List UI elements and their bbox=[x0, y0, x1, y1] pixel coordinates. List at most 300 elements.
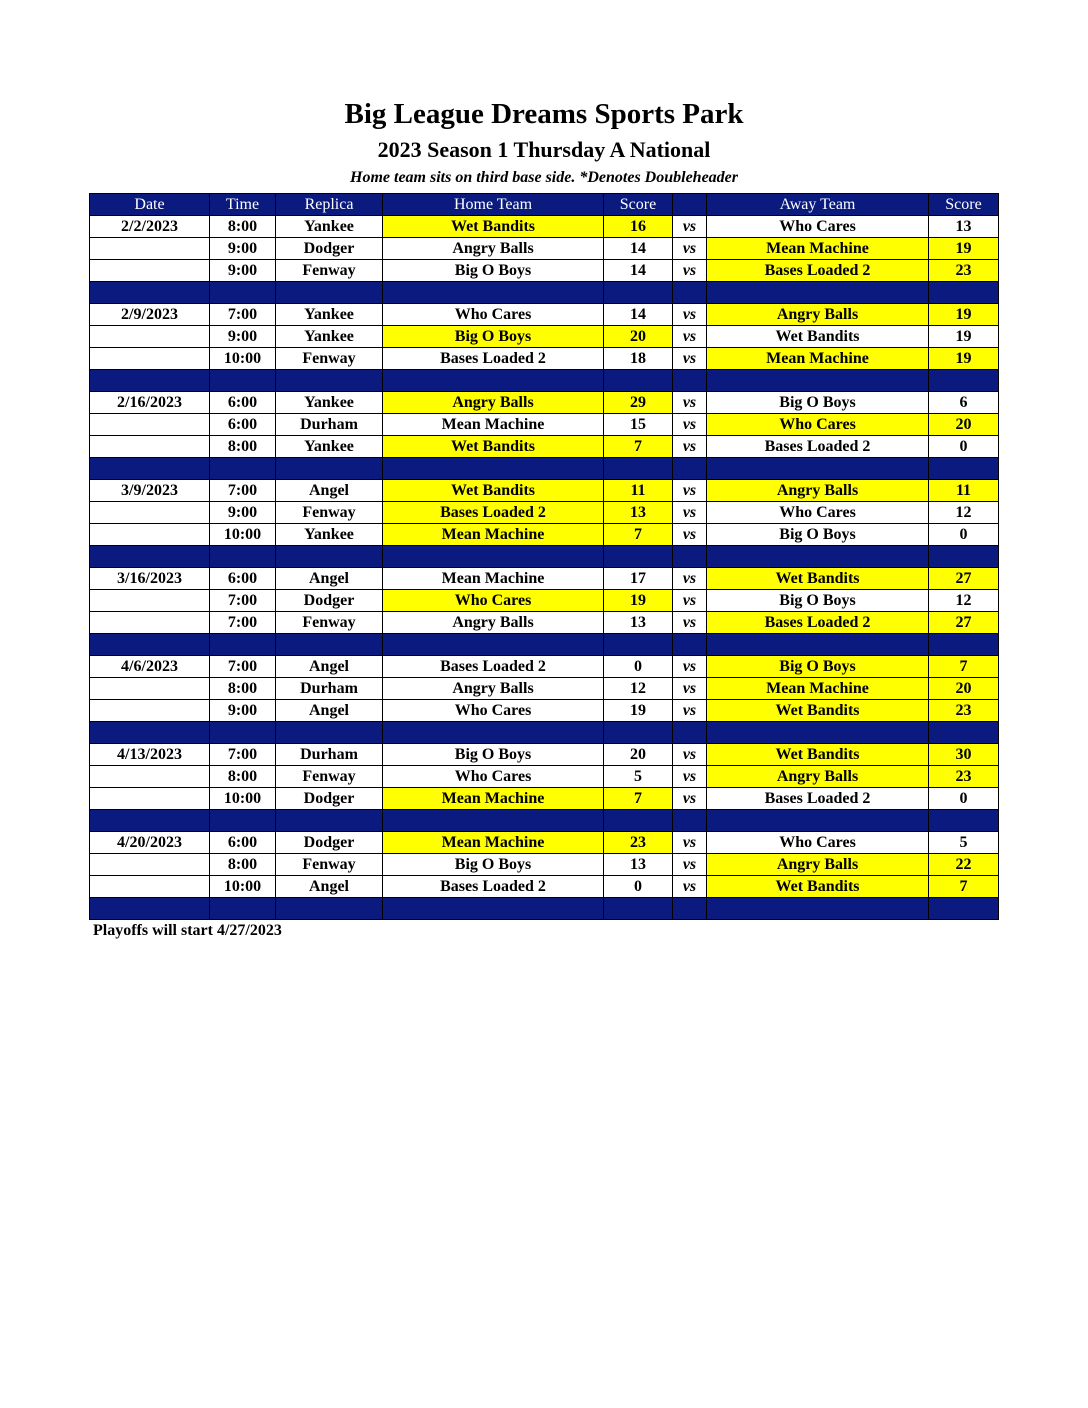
home-score: 13 bbox=[604, 612, 673, 634]
separator-cell bbox=[210, 634, 276, 656]
game-replica: Dodger bbox=[276, 788, 383, 810]
week-separator bbox=[90, 634, 999, 656]
game-time: 10:00 bbox=[210, 524, 276, 546]
game-date bbox=[90, 414, 210, 436]
game-time: 9:00 bbox=[210, 238, 276, 260]
game-date bbox=[90, 260, 210, 282]
away-score: 7 bbox=[929, 656, 999, 678]
game-replica: Durham bbox=[276, 414, 383, 436]
game-row bbox=[90, 260, 999, 282]
game-replica: Fenway bbox=[276, 854, 383, 876]
separator-cell bbox=[90, 722, 210, 744]
game-replica: Angel bbox=[276, 700, 383, 722]
home-team: Angry Balls bbox=[383, 392, 604, 414]
game-row bbox=[90, 744, 999, 766]
separator-cell bbox=[604, 810, 673, 832]
game-time: 7:00 bbox=[210, 744, 276, 766]
game-date: 2/9/2023 bbox=[90, 304, 210, 326]
separator-cell bbox=[604, 898, 673, 920]
home-score: 12 bbox=[604, 678, 673, 700]
home-team: Mean Machine bbox=[383, 568, 604, 590]
week-separator bbox=[90, 898, 999, 920]
separator-cell bbox=[383, 898, 604, 920]
home-team: Bases Loaded 2 bbox=[383, 656, 604, 678]
away-team: Angry Balls bbox=[707, 766, 929, 788]
game-row bbox=[90, 700, 999, 722]
game-row bbox=[90, 436, 999, 458]
away-team: Who Cares bbox=[707, 502, 929, 524]
game-replica: Dodger bbox=[276, 832, 383, 854]
home-score: 16 bbox=[604, 216, 673, 238]
away-team: Wet Bandits bbox=[707, 326, 929, 348]
header-time: Time bbox=[210, 194, 276, 216]
away-team: Bases Loaded 2 bbox=[707, 436, 929, 458]
separator-cell bbox=[210, 722, 276, 744]
header-date: Date bbox=[90, 194, 210, 216]
playoffs-note: Playoffs will start 4/27/2023 bbox=[93, 922, 282, 939]
separator-cell bbox=[707, 634, 929, 656]
game-date bbox=[90, 678, 210, 700]
vs-label: vs bbox=[673, 260, 707, 282]
separator-cell bbox=[276, 282, 383, 304]
game-time: 6:00 bbox=[210, 392, 276, 414]
away-score: 0 bbox=[929, 788, 999, 810]
game-date: 2/16/2023 bbox=[90, 392, 210, 414]
game-time: 6:00 bbox=[210, 568, 276, 590]
home-score: 15 bbox=[604, 414, 673, 436]
game-date: 4/20/2023 bbox=[90, 832, 210, 854]
separator-cell bbox=[673, 282, 707, 304]
game-time: 7:00 bbox=[210, 612, 276, 634]
away-team: Big O Boys bbox=[707, 524, 929, 546]
separator-cell bbox=[673, 810, 707, 832]
page-title: Big League Dreams Sports Park bbox=[344, 98, 744, 130]
header-home-team: Home Team bbox=[383, 194, 604, 216]
vs-label: vs bbox=[673, 766, 707, 788]
home-score: 20 bbox=[604, 744, 673, 766]
home-team: Mean Machine bbox=[383, 788, 604, 810]
separator-cell bbox=[276, 458, 383, 480]
home-score: 14 bbox=[604, 304, 673, 326]
separator-cell bbox=[90, 810, 210, 832]
away-team: Big O Boys bbox=[707, 656, 929, 678]
home-score: 11 bbox=[604, 480, 673, 502]
away-score: 30 bbox=[929, 744, 999, 766]
separator-cell bbox=[383, 282, 604, 304]
game-replica: Yankee bbox=[276, 216, 383, 238]
separator-cell bbox=[210, 546, 276, 568]
away-team: Mean Machine bbox=[707, 678, 929, 700]
home-team: Who Cares bbox=[383, 766, 604, 788]
game-date bbox=[90, 788, 210, 810]
game-time: 10:00 bbox=[210, 788, 276, 810]
game-row bbox=[90, 678, 999, 700]
home-score: 29 bbox=[604, 392, 673, 414]
separator-cell bbox=[929, 458, 999, 480]
vs-label: vs bbox=[673, 392, 707, 414]
home-team: Mean Machine bbox=[383, 524, 604, 546]
game-row bbox=[90, 524, 999, 546]
away-team: Wet Bandits bbox=[707, 568, 929, 590]
away-score: 7 bbox=[929, 876, 999, 898]
vs-label: vs bbox=[673, 590, 707, 612]
game-replica: Angel bbox=[276, 568, 383, 590]
away-team: Wet Bandits bbox=[707, 744, 929, 766]
vs-label: vs bbox=[673, 568, 707, 590]
vs-label: vs bbox=[673, 788, 707, 810]
separator-cell bbox=[210, 282, 276, 304]
game-row bbox=[90, 326, 999, 348]
away-team: Wet Bandits bbox=[707, 876, 929, 898]
game-date bbox=[90, 876, 210, 898]
game-time: 9:00 bbox=[210, 700, 276, 722]
separator-cell bbox=[929, 370, 999, 392]
game-replica: Angel bbox=[276, 480, 383, 502]
separator-cell bbox=[276, 810, 383, 832]
away-team: Wet Bandits bbox=[707, 700, 929, 722]
away-score: 19 bbox=[929, 304, 999, 326]
separator-cell bbox=[604, 634, 673, 656]
game-date: 3/9/2023 bbox=[90, 480, 210, 502]
home-team: Bases Loaded 2 bbox=[383, 348, 604, 370]
game-time: 7:00 bbox=[210, 590, 276, 612]
away-team: Who Cares bbox=[707, 832, 929, 854]
home-team: Angry Balls bbox=[383, 238, 604, 260]
game-date bbox=[90, 502, 210, 524]
separator-cell bbox=[707, 282, 929, 304]
game-time: 7:00 bbox=[210, 656, 276, 678]
away-score: 20 bbox=[929, 414, 999, 436]
game-date bbox=[90, 326, 210, 348]
game-row bbox=[90, 612, 999, 634]
vs-label: vs bbox=[673, 700, 707, 722]
game-time: 8:00 bbox=[210, 216, 276, 238]
home-team: Big O Boys bbox=[383, 854, 604, 876]
away-score: 6 bbox=[929, 392, 999, 414]
away-score: 23 bbox=[929, 766, 999, 788]
game-time: 6:00 bbox=[210, 414, 276, 436]
home-score: 5 bbox=[604, 766, 673, 788]
game-replica: Durham bbox=[276, 744, 383, 766]
separator-cell bbox=[707, 810, 929, 832]
home-score: 23 bbox=[604, 832, 673, 854]
home-team: Bases Loaded 2 bbox=[383, 876, 604, 898]
game-replica: Angel bbox=[276, 656, 383, 678]
week-separator bbox=[90, 282, 999, 304]
home-team: Angry Balls bbox=[383, 678, 604, 700]
away-team: Big O Boys bbox=[707, 590, 929, 612]
vs-label: vs bbox=[673, 854, 707, 876]
schedule-note: Home team sits on third base side. *Denotes Doubleheader bbox=[350, 169, 738, 186]
separator-cell bbox=[90, 546, 210, 568]
separator-cell bbox=[604, 546, 673, 568]
separator-cell bbox=[276, 370, 383, 392]
vs-label: vs bbox=[673, 744, 707, 766]
vs-label: vs bbox=[673, 832, 707, 854]
away-team: Who Cares bbox=[707, 216, 929, 238]
week-separator bbox=[90, 810, 999, 832]
home-score: 19 bbox=[604, 700, 673, 722]
game-time: 8:00 bbox=[210, 678, 276, 700]
game-date: 3/16/2023 bbox=[90, 568, 210, 590]
vs-label: vs bbox=[673, 612, 707, 634]
game-row bbox=[90, 656, 999, 678]
game-time: 8:00 bbox=[210, 766, 276, 788]
away-score: 22 bbox=[929, 854, 999, 876]
home-team: Wet Bandits bbox=[383, 436, 604, 458]
game-time: 8:00 bbox=[210, 436, 276, 458]
game-time: 9:00 bbox=[210, 260, 276, 282]
separator-cell bbox=[210, 370, 276, 392]
header-replica: Replica bbox=[276, 194, 383, 216]
separator-cell bbox=[90, 458, 210, 480]
header-away-score: Score bbox=[929, 194, 999, 216]
separator-cell bbox=[929, 722, 999, 744]
home-team: Mean Machine bbox=[383, 832, 604, 854]
game-replica: Fenway bbox=[276, 612, 383, 634]
vs-label: vs bbox=[673, 502, 707, 524]
separator-cell bbox=[90, 370, 210, 392]
home-score: 7 bbox=[604, 524, 673, 546]
game-time: 8:00 bbox=[210, 854, 276, 876]
game-replica: Yankee bbox=[276, 436, 383, 458]
game-date: 4/6/2023 bbox=[90, 656, 210, 678]
header-away-team: Away Team bbox=[707, 194, 929, 216]
game-time: 10:00 bbox=[210, 876, 276, 898]
vs-label: vs bbox=[673, 480, 707, 502]
game-date bbox=[90, 854, 210, 876]
game-time: 7:00 bbox=[210, 480, 276, 502]
home-score: 7 bbox=[604, 788, 673, 810]
away-score: 20 bbox=[929, 678, 999, 700]
vs-label: vs bbox=[673, 348, 707, 370]
away-score: 27 bbox=[929, 612, 999, 634]
home-team: Big O Boys bbox=[383, 744, 604, 766]
home-score: 13 bbox=[604, 854, 673, 876]
vs-label: vs bbox=[673, 216, 707, 238]
vs-label: vs bbox=[673, 524, 707, 546]
away-score: 23 bbox=[929, 260, 999, 282]
schedule-body bbox=[90, 216, 999, 920]
separator-cell bbox=[90, 282, 210, 304]
home-score: 0 bbox=[604, 876, 673, 898]
game-row bbox=[90, 854, 999, 876]
away-team: Angry Balls bbox=[707, 480, 929, 502]
away-team: Big O Boys bbox=[707, 392, 929, 414]
vs-label: vs bbox=[673, 326, 707, 348]
home-score: 13 bbox=[604, 502, 673, 524]
away-team: Mean Machine bbox=[707, 348, 929, 370]
home-team: Big O Boys bbox=[383, 326, 604, 348]
game-date bbox=[90, 700, 210, 722]
game-row bbox=[90, 832, 999, 854]
vs-label: vs bbox=[673, 678, 707, 700]
separator-cell bbox=[604, 458, 673, 480]
home-team: Big O Boys bbox=[383, 260, 604, 282]
home-score: 0 bbox=[604, 656, 673, 678]
away-score: 11 bbox=[929, 480, 999, 502]
away-score: 13 bbox=[929, 216, 999, 238]
week-separator bbox=[90, 458, 999, 480]
away-score: 0 bbox=[929, 524, 999, 546]
header-row bbox=[90, 194, 999, 216]
game-replica: Durham bbox=[276, 678, 383, 700]
vs-label: vs bbox=[673, 414, 707, 436]
vs-label: vs bbox=[673, 876, 707, 898]
separator-cell bbox=[210, 458, 276, 480]
home-score: 20 bbox=[604, 326, 673, 348]
game-row bbox=[90, 304, 999, 326]
week-separator bbox=[90, 370, 999, 392]
game-date bbox=[90, 348, 210, 370]
game-date bbox=[90, 436, 210, 458]
separator-cell bbox=[673, 370, 707, 392]
game-replica: Yankee bbox=[276, 524, 383, 546]
separator-cell bbox=[383, 634, 604, 656]
vs-label: vs bbox=[673, 304, 707, 326]
home-team: Bases Loaded 2 bbox=[383, 502, 604, 524]
game-date bbox=[90, 612, 210, 634]
game-time: 9:00 bbox=[210, 502, 276, 524]
separator-cell bbox=[604, 282, 673, 304]
away-score: 23 bbox=[929, 700, 999, 722]
separator-cell bbox=[673, 722, 707, 744]
home-team: Mean Machine bbox=[383, 414, 604, 436]
game-row bbox=[90, 876, 999, 898]
home-team: Wet Bandits bbox=[383, 216, 604, 238]
away-team: Who Cares bbox=[707, 414, 929, 436]
home-score: 17 bbox=[604, 568, 673, 590]
game-date: 2/2/2023 bbox=[90, 216, 210, 238]
separator-cell bbox=[210, 810, 276, 832]
home-score: 7 bbox=[604, 436, 673, 458]
home-score: 18 bbox=[604, 348, 673, 370]
separator-cell bbox=[383, 810, 604, 832]
week-separator bbox=[90, 722, 999, 744]
game-replica: Angel bbox=[276, 876, 383, 898]
away-team: Angry Balls bbox=[707, 304, 929, 326]
schedule-table bbox=[89, 193, 999, 920]
game-date bbox=[90, 766, 210, 788]
vs-label: vs bbox=[673, 238, 707, 260]
game-time: 10:00 bbox=[210, 348, 276, 370]
game-replica: Fenway bbox=[276, 766, 383, 788]
home-score: 14 bbox=[604, 260, 673, 282]
away-team: Bases Loaded 2 bbox=[707, 260, 929, 282]
separator-cell bbox=[383, 546, 604, 568]
away-score: 5 bbox=[929, 832, 999, 854]
game-replica: Yankee bbox=[276, 392, 383, 414]
separator-cell bbox=[929, 634, 999, 656]
game-row bbox=[90, 480, 999, 502]
game-row bbox=[90, 348, 999, 370]
home-team: Wet Bandits bbox=[383, 480, 604, 502]
game-row bbox=[90, 590, 999, 612]
game-row bbox=[90, 238, 999, 260]
away-team: Bases Loaded 2 bbox=[707, 788, 929, 810]
separator-cell bbox=[929, 898, 999, 920]
separator-cell bbox=[673, 458, 707, 480]
vs-label: vs bbox=[673, 436, 707, 458]
game-row bbox=[90, 414, 999, 436]
game-date bbox=[90, 524, 210, 546]
home-score: 14 bbox=[604, 238, 673, 260]
away-score: 19 bbox=[929, 348, 999, 370]
separator-cell bbox=[604, 722, 673, 744]
separator-cell bbox=[210, 898, 276, 920]
separator-cell bbox=[707, 722, 929, 744]
separator-cell bbox=[276, 634, 383, 656]
game-replica: Fenway bbox=[276, 502, 383, 524]
separator-cell bbox=[90, 898, 210, 920]
header-home-score: Score bbox=[604, 194, 673, 216]
game-date: 4/13/2023 bbox=[90, 744, 210, 766]
away-score: 0 bbox=[929, 436, 999, 458]
game-replica: Yankee bbox=[276, 304, 383, 326]
game-row bbox=[90, 216, 999, 238]
away-score: 19 bbox=[929, 326, 999, 348]
separator-cell bbox=[276, 546, 383, 568]
page-subtitle: 2023 Season 1 Thursday A National bbox=[377, 137, 711, 162]
away-team: Angry Balls bbox=[707, 854, 929, 876]
separator-cell bbox=[707, 546, 929, 568]
separator-cell bbox=[383, 458, 604, 480]
separator-cell bbox=[383, 722, 604, 744]
separator-cell bbox=[90, 634, 210, 656]
game-replica: Fenway bbox=[276, 260, 383, 282]
header-vs bbox=[673, 194, 707, 216]
away-score: 19 bbox=[929, 238, 999, 260]
game-date bbox=[90, 590, 210, 612]
game-row bbox=[90, 788, 999, 810]
away-team: Bases Loaded 2 bbox=[707, 612, 929, 634]
away-score: 12 bbox=[929, 590, 999, 612]
game-replica: Fenway bbox=[276, 348, 383, 370]
separator-cell bbox=[707, 898, 929, 920]
vs-label: vs bbox=[673, 656, 707, 678]
separator-cell bbox=[604, 370, 673, 392]
away-team: Mean Machine bbox=[707, 238, 929, 260]
week-separator bbox=[90, 546, 999, 568]
game-time: 9:00 bbox=[210, 326, 276, 348]
separator-cell bbox=[673, 546, 707, 568]
game-row bbox=[90, 766, 999, 788]
separator-cell bbox=[707, 370, 929, 392]
game-replica: Dodger bbox=[276, 590, 383, 612]
game-row bbox=[90, 392, 999, 414]
game-date bbox=[90, 238, 210, 260]
separator-cell bbox=[929, 810, 999, 832]
away-score: 27 bbox=[929, 568, 999, 590]
separator-cell bbox=[673, 634, 707, 656]
game-row bbox=[90, 568, 999, 590]
separator-cell bbox=[673, 898, 707, 920]
separator-cell bbox=[707, 458, 929, 480]
separator-cell bbox=[383, 370, 604, 392]
separator-cell bbox=[276, 898, 383, 920]
home-team: Who Cares bbox=[383, 590, 604, 612]
home-team: Who Cares bbox=[383, 700, 604, 722]
away-score: 12 bbox=[929, 502, 999, 524]
home-team: Angry Balls bbox=[383, 612, 604, 634]
game-time: 7:00 bbox=[210, 304, 276, 326]
game-replica: Dodger bbox=[276, 238, 383, 260]
home-score: 19 bbox=[604, 590, 673, 612]
separator-cell bbox=[929, 282, 999, 304]
separator-cell bbox=[929, 546, 999, 568]
separator-cell bbox=[276, 722, 383, 744]
game-replica: Yankee bbox=[276, 326, 383, 348]
